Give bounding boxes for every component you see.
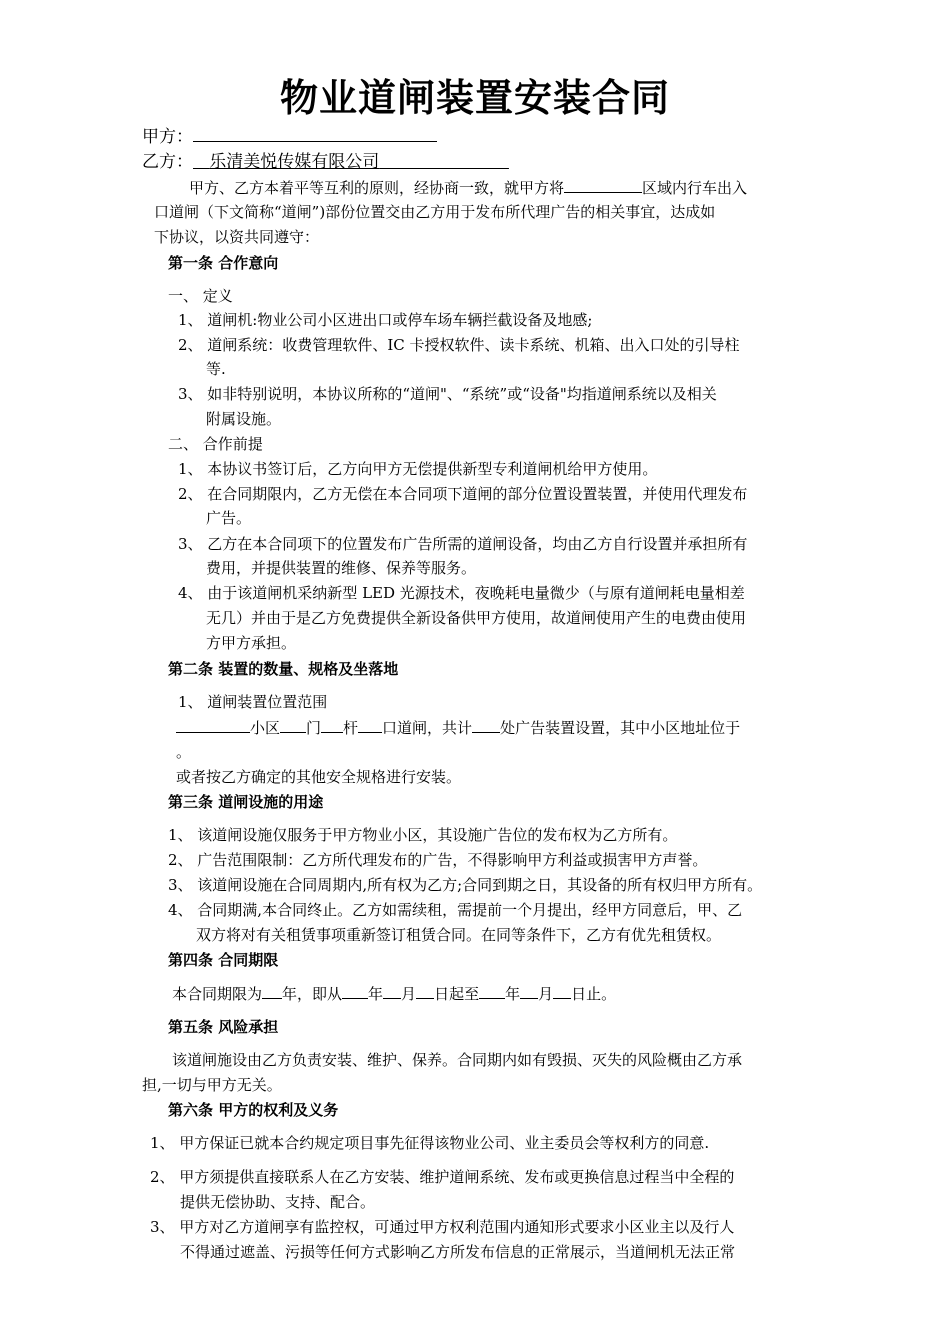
art2-item-1: 1、 道闸装置位置范围 (178, 693, 328, 711)
art1-premise-2-cont: 广告。 (206, 509, 252, 527)
art5-line-2: 担,一切与甲方无关。 (142, 1076, 282, 1094)
art6-item-2-cont: 提供无偿协助、支持、配合。 (180, 1193, 376, 1211)
party-a-blank[interactable] (193, 126, 437, 142)
art4-term-line (172, 983, 616, 1004)
art1-item-1: 1、 道闸机:物业公司小区进出口或停车场车辆拦截设备及地感; (178, 311, 593, 329)
art6-item-1: 1、 甲方保证已就本合约规定项目事先征得该物业公司、业主委员会等权利方的同意. (150, 1134, 710, 1152)
art3-item-4: 4、 合同期满,本合同终止。乙方如需续租，需提前一个月提出，经甲方同意后，甲、乙 (168, 901, 743, 919)
art3-item-1: 1、 该道闸设施仅服务于甲方物业小区，其设施广告位的发布权为乙方所有。 (168, 826, 678, 844)
article-2-heading: 第二条 装置的数量、规格及坐落地 (168, 660, 399, 678)
party-a-label: 甲方： (142, 127, 193, 147)
art2-word-address: 处广告装置设置，其中小区地址位于 (500, 719, 741, 737)
art1-premise-3-cont: 费用，并提供装置的维修、保养等服务。 (206, 559, 477, 577)
term-years-blank[interactable] (262, 983, 282, 999)
art6-item-3-cont: 不得通过遮盖、污损等任何方式影响乙方所发布信息的正常展示，当道闸机无法正常 (180, 1243, 736, 1261)
art1-item-3-cont: 附属设施。 (206, 410, 282, 428)
article-4-heading: 第四条 合同期限 (168, 951, 279, 969)
art1-premise-1: 1、 本协议书签订后，乙方向甲方无偿提供新型专利道闸机给甲方使用。 (178, 460, 658, 478)
art2-other-spec: 或者按乙方确定的其他安全规格进行安装。 (176, 768, 462, 786)
party-b-name-field[interactable] (193, 152, 509, 172)
party-b-line (142, 151, 509, 173)
party-b-label: 乙方： (142, 152, 193, 172)
art2-word-community: 小区 (250, 719, 281, 737)
article-6-heading: 第六条 甲方的权利及义务 (168, 1101, 339, 1119)
art4-text-year: 年 (368, 985, 384, 1003)
art3-item-2: 2、 广告范围限制：乙方所代理发布的广告，不得影响甲方利益或损害甲方声誉。 (168, 851, 708, 869)
art1-premise-4-cont-1: 无几）并由于是乙方免费提供全新设备供甲方使用，故道闸使用产生的电费由使用 (206, 609, 747, 627)
community-name-blank[interactable] (176, 717, 250, 733)
art4-text-from: 年，即从 (282, 985, 343, 1003)
art3-item-4-cont: 双方将对有关租赁事项重新签订租赁合同。在同等条件下，乙方有优先租赁权。 (196, 926, 722, 944)
art1-premise-3: 3、 乙方在本合同项下的位置发布广告所需的道闸设备，均由乙方自行设置并承担所有 (178, 535, 748, 553)
article-1-heading: 第一条 合作意向 (168, 254, 279, 272)
art1-premise-2: 2、 在合同期限内，乙方无偿在本合同项下道闸的部分位置设置装置，并使用代理发布 (178, 485, 748, 503)
article-3-heading: 第三条 道闸设施的用途 (168, 793, 324, 811)
art6-item-2: 2、 甲方须提供直接联系人在乙方安装、维护道闸系统、发布或更换信息过程当中全程的 (150, 1168, 735, 1186)
art4-text-month-2: 月 (538, 985, 554, 1003)
art6-item-3: 3、 甲方对乙方道闸享有监控权，可通过甲方权利范围内通知形式要求小区业主以及行人 (150, 1218, 735, 1236)
art4-text-year-2: 年 (505, 985, 521, 1003)
art1-item-3: 3、 如非特别说明，本协议所称的“道闸"、“系统”或“设备"均指道闸系统以及相关 (178, 385, 717, 403)
art2-word-gate: 门 (306, 719, 322, 737)
intro-text-b: 区域内行车出入 (642, 179, 748, 197)
art2-word-total: 口道闸，共计 (382, 719, 473, 737)
art1-section-definitions: 一、 定义 (168, 287, 233, 305)
art4-text-term: 本合同期限为 (172, 985, 263, 1003)
party-a-line (142, 126, 437, 148)
party-b-name: 乐清美悦传媒有限公司 (209, 152, 380, 172)
start-month-blank[interactable] (383, 983, 401, 999)
barrier-count-blank[interactable] (358, 717, 382, 733)
end-year-blank[interactable] (479, 983, 505, 999)
gate-count-blank[interactable] (280, 717, 306, 733)
art5-line-1: 该道闸施设由乙方负责安装、维护、保养。合同期内如有毁损、灭失的风险概由乙方承 (172, 1051, 743, 1069)
intro-text-a: 甲方、乙方本着平等互利的原则，经协商一致，就甲方将 (189, 179, 565, 197)
art1-premise-4-cont-2: 方甲方承担。 (206, 634, 297, 652)
art1-item-2: 2、 道闸系统：收费管理软件、IC 卡授权软件、读卡系统、机箱、出入口处的引导柱 (178, 336, 740, 354)
art2-location-line (176, 717, 740, 738)
art4-text-end: 日止。 (571, 985, 617, 1003)
article-5-heading: 第五条 风险承担 (168, 1018, 279, 1036)
art1-item-2-cont: 等. (206, 360, 226, 378)
art3-item-3: 3、 该道闸设施在合同周期内,所有权为乙方;合同到期之日，其设备的所有权归甲方所有。 (168, 876, 763, 894)
art4-text-to: 日起至 (434, 985, 480, 1003)
total-count-blank[interactable] (472, 717, 500, 733)
art4-text-month: 月 (401, 985, 417, 1003)
end-month-blank[interactable] (520, 983, 538, 999)
intro-line-2: 口道闸（下文简称“道闸”)部份位置交由乙方用于发布所代理广告的相关事宜，达成如 (154, 203, 716, 221)
page-title: 物业道闸装置安装合同 (279, 75, 670, 120)
end-day-blank[interactable] (553, 983, 571, 999)
intro-line-1 (189, 177, 747, 198)
start-year-blank[interactable] (342, 983, 368, 999)
art2-word-pole: 杆 (343, 719, 359, 737)
art1-section-premise: 二、 合作前提 (168, 435, 263, 453)
art1-premise-4: 4、 由于该道闸机采纳新型 LED 光源技术，夜晚耗电量微少（与原有道闸耗电量相差 (178, 584, 745, 602)
intro-line-3: 下协议，以资共同遵守： (154, 228, 320, 246)
intro-area-blank[interactable] (564, 177, 642, 193)
art2-period: 。 (176, 743, 192, 761)
pole-count-blank[interactable] (321, 717, 343, 733)
start-day-blank[interactable] (416, 983, 434, 999)
